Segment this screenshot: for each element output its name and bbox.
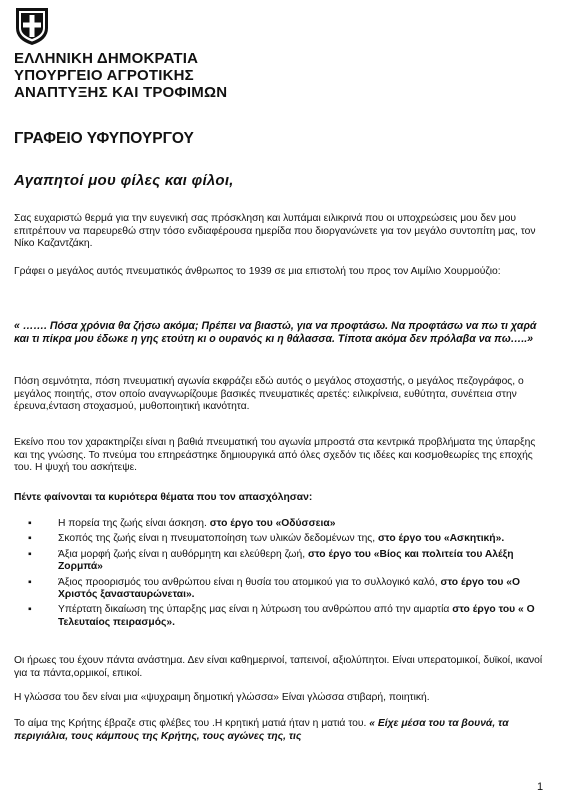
bullet-icon: ▪ xyxy=(28,518,32,529)
letterhead-line-2: ΥΠΟΥΡΓΕΙΟ ΑΓΡΟΤΙΚΗΣ xyxy=(14,67,194,84)
theme-work: στο έργο του «Οδύσσεια» xyxy=(209,518,336,529)
paragraph-6: Η γλώσσα του δεν είναι μια «ψυχραιμη δημοτική γλώσσα» Είναι γλώσσα στιβαρή, ποιητική. xyxy=(14,692,430,703)
paragraph-3: Πόση σεμνότητα, πόση πνευματική αγωνία εκφράζει εδώ αυτός ο μεγάλος στοχαστής, ο μεγάλος πεζογράφος, ο μεγάλος ποιητής, στον οποίο αναγνωρίζουμε βασικές πνευματικές αρετές: ειλικρίνεια, ευθύτητα, συνέπεια στην έρευνα,ένταση στοχασμού, μυθοποιητική ικανότητα. xyxy=(14,376,524,413)
theme-work: στο έργο του « Ο Τελευταίος πειρασμός». xyxy=(58,604,535,628)
theme-work: στο έργο του «Ο Χριστός ξανασταυρώνεται». xyxy=(58,576,521,601)
theme-work: στο έργο του «Ασκητική». xyxy=(378,533,505,545)
list-item xyxy=(28,577,548,602)
list-item xyxy=(28,533,548,545)
list-item xyxy=(28,604,548,629)
list-item xyxy=(28,549,548,574)
themes-list xyxy=(28,518,548,632)
bullet-icon: ▪ xyxy=(28,576,32,588)
theme-text: Η πορεία της ζωής είναι άσκηση. xyxy=(58,518,207,529)
page-number: 1 xyxy=(537,781,544,793)
office-title: ΓΡΑΦΕΙΟ ΥΦΥΠΟΥΡΓΟΥ xyxy=(14,130,194,147)
greeting: Αγαπητοί μου φίλες και φίλοι, xyxy=(14,172,234,189)
theme-text: Υπέρτατη δικαίωση της ύπαρξης μας είναι η λύτρωση του ανθρώπου από την αμαρτία xyxy=(58,604,450,616)
paragraph-1: Σας ευχαριστώ θερμά για την ευγενική σας πρόσκληση και λυπάμαι ειλικρινά που οι υποχρεώσεις μου δεν μου επιτρέπουν να παρευρεθώ στην τόσο ενδιαφέρουσα ημερίδα που διοργανώνετε για τον μεγάλο συντοπίτη μας, τον Νίκο Καζαντζάκη. xyxy=(14,213,536,250)
bullet-icon: ▪ xyxy=(28,604,32,616)
paragraph-2: Γράφει ο μεγάλος αυτός πνευματικός άνθρωπος το 1939 σε μια επιστολή του προς τον Αιμίλιο Χουρμούζιο: xyxy=(14,266,501,277)
paragraph-7-quote: « Είχε μέσα του τα βουνά, τα περιγιάλια, τους κάμπους της Κρήτης, τους αγώνες της, τις xyxy=(14,718,509,742)
themes-heading: Πέντε φαίνονται τα κυριότερα θέματα που τον απασχόλησαν: xyxy=(14,492,313,503)
letterhead-line-3: ΑΝΑΠΤΥΞΗΣ ΚΑΙ ΤΡΟΦΙΜΩΝ xyxy=(14,84,228,101)
paragraph-4: Εκείνο που τον χαρακτηρίζει είναι η βαθιά πνευματική του αγωνία μπροστά στα κεντρικά προβλήματα της ύπαρξης και της γνώσης. Το πνεύμα του επηρεάστηκε δημιουργικά από όλες σχεδόν τις ιδέες και κοσμοθεωρίες της εποχής του. Η ψυχή του ασκήτεψε. xyxy=(14,437,536,474)
paragraph-5: Οι ήρωες του έχουν πάντα ανάστημα. Δεν είναι καθημερινοί, ταπεινοί, αξιολύπητοι. Είναι υπερατομικοί, δυϊκοί, ικανοί για τα πάντα,ορμικοί, επικοί. xyxy=(14,655,543,679)
bullet-icon: ▪ xyxy=(28,548,32,560)
paragraph-7-text: Το αίμα της Κρήτης έβραζε στις φλέβες του .Η κρητική ματιά ήταν η ματιά του. xyxy=(14,718,370,729)
paragraph-7 xyxy=(14,718,548,743)
theme-work: στο έργο του «Βίος και πολιτεία του Αλέξη Ζορμπά» xyxy=(58,548,514,573)
bullet-icon: ▪ xyxy=(28,533,32,545)
theme-text: Άξια μορφή ζωής είναι η αυθόρμητη και ελεύθερη ζωή, xyxy=(58,548,306,560)
letterhead xyxy=(14,50,227,101)
quote-paragraph: « ……. Πόσα χρόνια θα ζήσω ακόμα; Πρέπει να βιαστώ, για να προφτάσω. Να προφτάσω να πω τι χαρά και τι πίκρα μου έδωκε η γης ετούτη κι ο ουρανός κι η θάλασσα. Τίποτα ακόμα δεν πρόλαβα να πω…..» xyxy=(14,320,537,345)
letterhead-line-1: ΕΛΛΗΝΙΚΗ ΔΗΜΟΚΡΑΤΙΑ xyxy=(14,50,199,67)
list-item xyxy=(28,518,548,530)
greek-coat-of-arms-icon xyxy=(14,6,50,46)
theme-text: Άξιος προορισμός του ανθρώπου είναι η θυσία του ατομικού για το συλλογικό καλό, xyxy=(58,576,438,588)
theme-text: Σκοπός της ζωής είναι η πνευματοποίηση των υλικών δεδομένων της, xyxy=(58,533,376,545)
